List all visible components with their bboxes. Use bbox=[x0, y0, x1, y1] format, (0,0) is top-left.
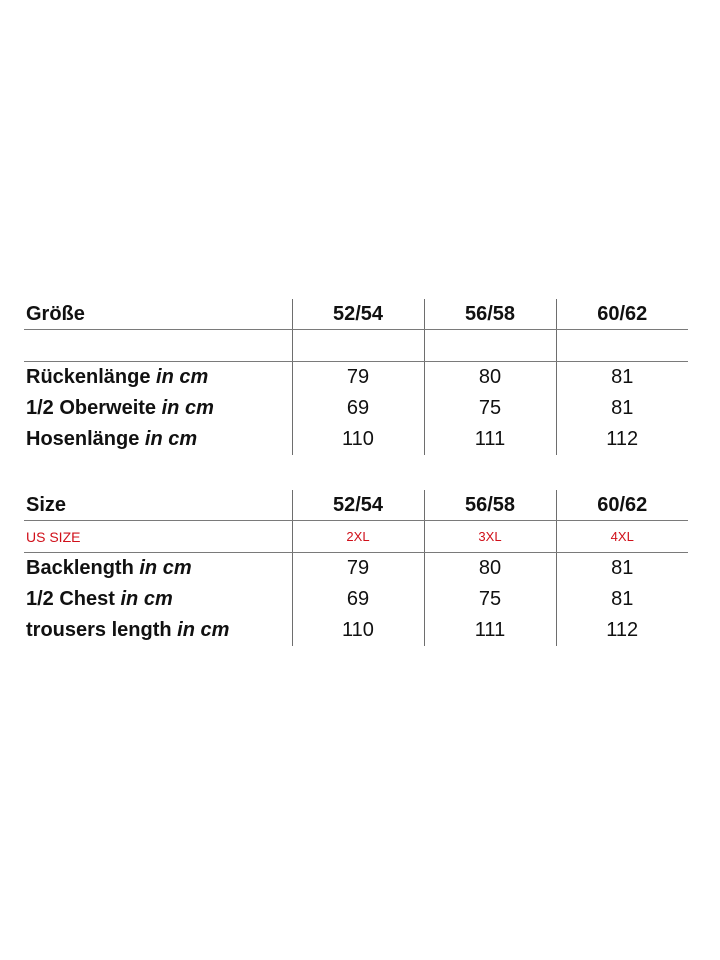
table-cell: 80 bbox=[424, 553, 556, 585]
table-row bbox=[24, 362, 688, 394]
german-size-table bbox=[24, 299, 688, 455]
row-label-cell bbox=[24, 553, 292, 585]
row-unit: in cm bbox=[144, 428, 198, 450]
blank-row bbox=[24, 330, 688, 362]
row-label: Backlength bbox=[26, 557, 134, 579]
table-cell: 110 bbox=[292, 424, 424, 455]
row-label: Hosenlänge bbox=[26, 428, 140, 450]
size-column-header: 52/54 bbox=[292, 490, 424, 521]
row-unit: in cm bbox=[156, 366, 209, 388]
table-cell: 69 bbox=[292, 393, 424, 424]
row-label-cell bbox=[24, 424, 292, 455]
size-column-header: 60/62 bbox=[556, 490, 688, 521]
header-label: Größe bbox=[24, 299, 292, 330]
row-label-cell bbox=[24, 393, 292, 424]
row-label: 1/2 Chest bbox=[26, 588, 115, 610]
header-label: Size bbox=[24, 490, 292, 521]
table-cell: 79 bbox=[292, 553, 424, 585]
table-row bbox=[24, 584, 688, 615]
row-label: trousers length bbox=[26, 619, 172, 641]
row-unit: in cm bbox=[139, 557, 192, 579]
table-cell: 75 bbox=[424, 584, 556, 615]
table-cell: 81 bbox=[556, 584, 688, 615]
table-header-row bbox=[24, 299, 688, 330]
row-label: 1/2 Oberweite bbox=[26, 397, 157, 419]
table-row bbox=[24, 553, 688, 585]
size-column-header: 52/54 bbox=[292, 299, 424, 330]
table-row bbox=[24, 424, 688, 455]
table-cell: 112 bbox=[556, 615, 688, 646]
row-label-cell bbox=[24, 362, 292, 394]
table-cell: 81 bbox=[556, 362, 688, 394]
us-size-label: US SIZE bbox=[24, 521, 292, 553]
table-row bbox=[24, 615, 688, 646]
table-cell: 75 bbox=[424, 393, 556, 424]
table-cell: 111 bbox=[424, 615, 556, 646]
table-cell: 81 bbox=[556, 393, 688, 424]
table-cell: 69 bbox=[292, 584, 424, 615]
row-unit: in cm bbox=[161, 397, 214, 419]
table-cell: 110 bbox=[292, 615, 424, 646]
us-size-cell: 3XL bbox=[424, 521, 556, 553]
row-unit: in cm bbox=[177, 619, 230, 641]
table-cell: 111 bbox=[424, 424, 556, 455]
size-column-header: 60/62 bbox=[556, 299, 688, 330]
size-column-header: 56/58 bbox=[424, 490, 556, 521]
table-header-row bbox=[24, 490, 688, 521]
english-size-table bbox=[24, 490, 688, 646]
us-size-cell: 2XL bbox=[292, 521, 424, 553]
us-size-row bbox=[24, 521, 688, 553]
row-label-cell bbox=[24, 615, 292, 646]
table-row bbox=[24, 393, 688, 424]
table-cell: 112 bbox=[556, 424, 688, 455]
row-label: Rückenlänge bbox=[26, 366, 151, 388]
row-unit: in cm bbox=[120, 588, 173, 610]
size-column-header: 56/58 bbox=[424, 299, 556, 330]
table-cell: 80 bbox=[424, 362, 556, 394]
row-label-cell bbox=[24, 584, 292, 615]
table-cell: 81 bbox=[556, 553, 688, 585]
us-size-cell: 4XL bbox=[556, 521, 688, 553]
table-cell: 79 bbox=[292, 362, 424, 394]
